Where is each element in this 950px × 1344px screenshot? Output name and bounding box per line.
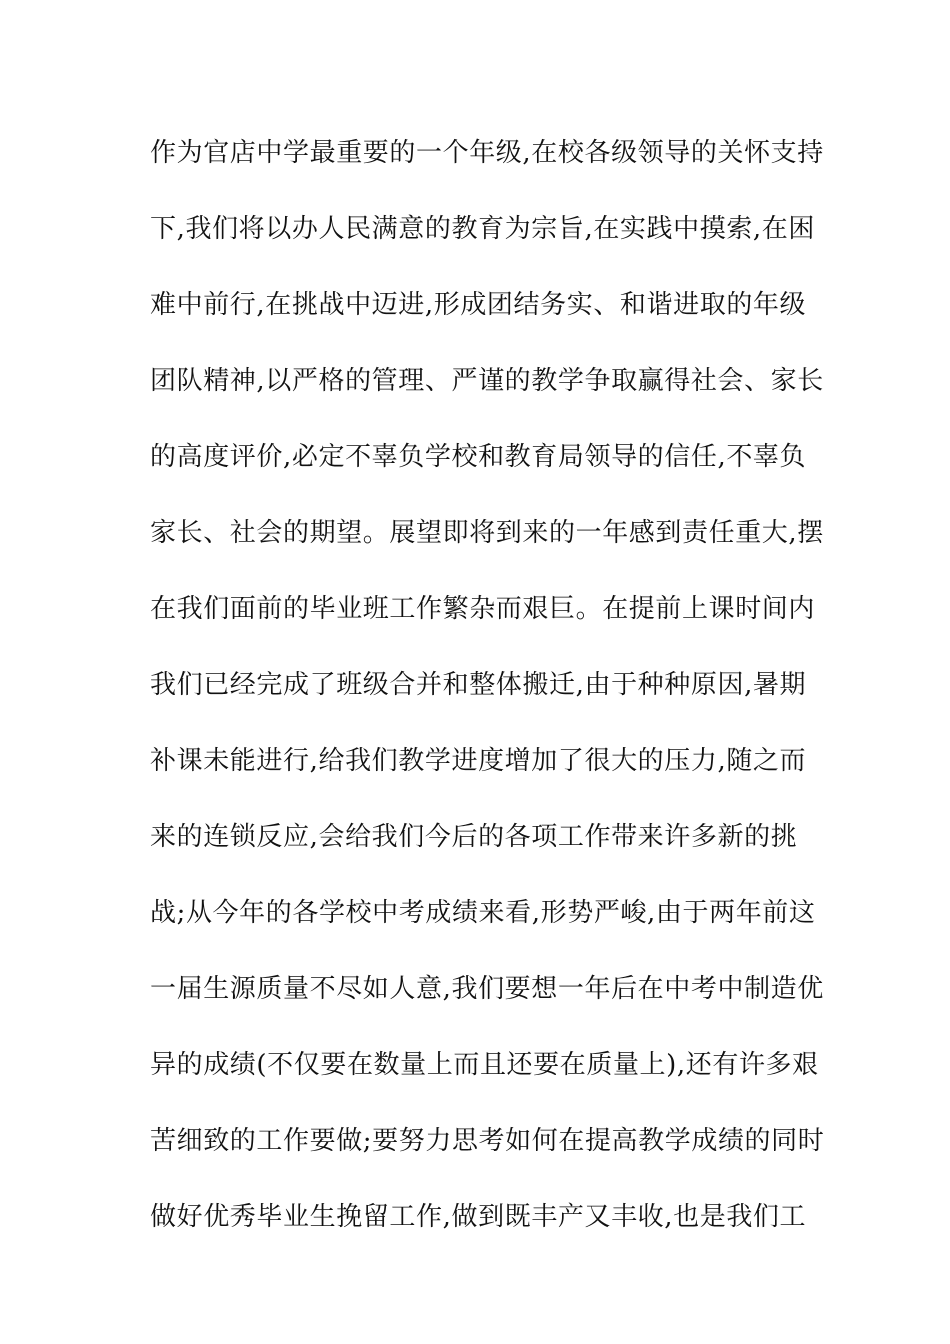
text-line: 我们已经完成了班级合并和整体搬迁,由于种种原因,暑期 — [150, 670, 807, 700]
text-line: 来的连锁反应,会给我们今后的各项工作带来许多新的挑 — [150, 822, 798, 852]
text-line: 异的成绩(不仅要在数量上而且还要在质量上),还有许多艰 — [150, 1050, 819, 1080]
text-line: 家长、社会的期望。展望即将到来的一年感到责任重大,摆 — [150, 518, 824, 548]
text-line: 难中前行,在挑战中迈进,形成团结务实、和谐进取的年级 — [150, 290, 807, 320]
text-line: 团队精神,以严格的管理、严谨的教学争取赢得社会、家长 — [150, 366, 824, 396]
text-line: 下,我们将以办人民满意的教育为宗旨,在实践中摸索,在困 — [150, 214, 815, 244]
text-line: 的高度评价,必定不辜负学校和教育局领导的信任,不辜负 — [150, 442, 807, 472]
text-line: 补课未能进行,给我们教学进度增加了很大的压力,随之而 — [150, 746, 807, 776]
text-line: 战;从今年的各学校中考成绩来看,形势严峻,由于两年前这 — [150, 898, 816, 928]
text-line: 在我们面前的毕业班工作繁杂而艰巨。在提前上课时间内 — [150, 594, 816, 624]
body-paragraph — [150, 124, 825, 1264]
text-line: 一届生源质量不尽如人意,我们要想一年后在中考中制造优 — [150, 974, 824, 1004]
text-line: 作为官店中学最重要的一个年级,在校各级领导的关怀支持 — [150, 138, 824, 168]
text-line: 苦细致的工作要做;要努力思考如何在提高教学成绩的同时 — [150, 1126, 825, 1156]
text-line: 做好优秀毕业生挽留工作,做到既丰产又丰收,也是我们工 — [150, 1202, 807, 1232]
